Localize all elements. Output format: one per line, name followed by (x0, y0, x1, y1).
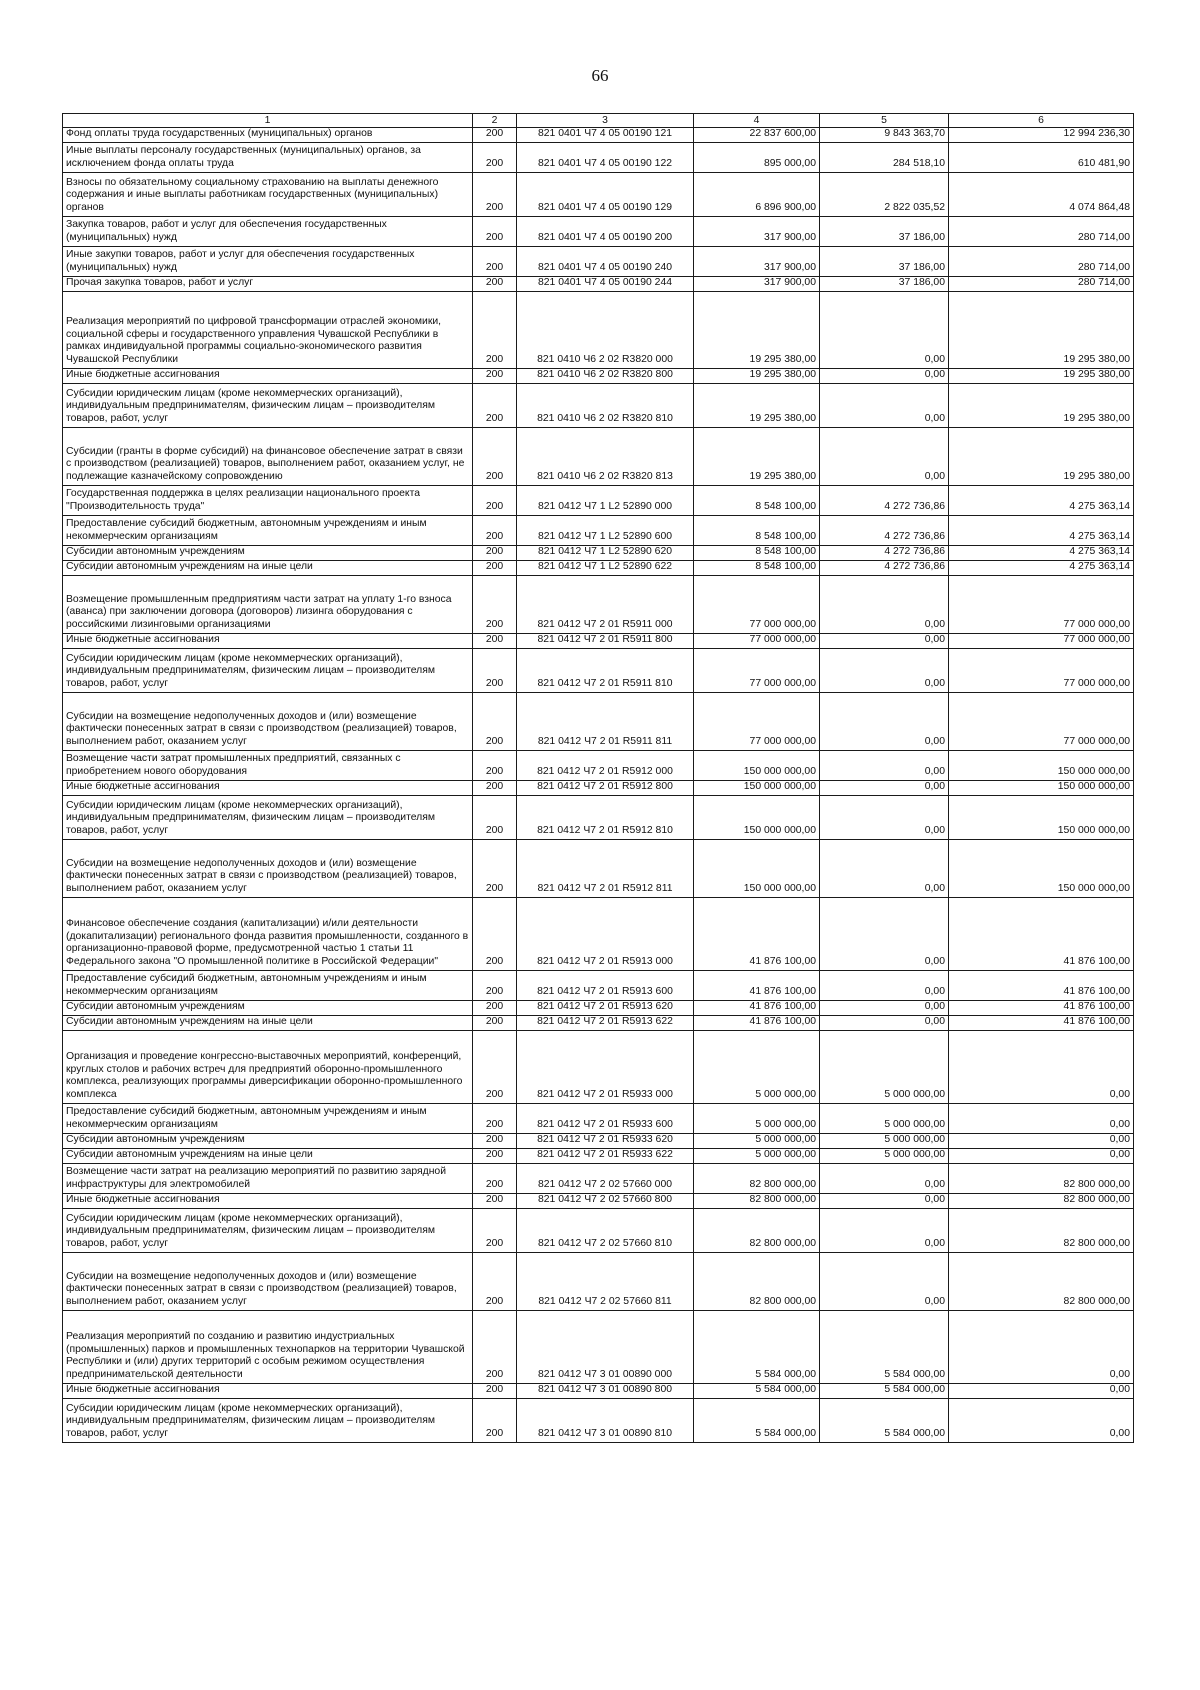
row-budget-code: 821 0412 Ч7 2 01 R5911 800 (517, 633, 694, 648)
row-name: Субсидии (гранты в форме субсидий) на финансовое обеспечение затрат в связи с производством (реализацией) товаров, выполнением работ, оказанием услуг, не подлежащие казначейскому сопровождению (63, 427, 473, 485)
row-executed-amount: 5 584 000,00 (820, 1310, 949, 1383)
row-remaining-amount: 12 994 236,30 (949, 128, 1134, 143)
row-remaining-amount: 41 876 100,00 (949, 897, 1134, 970)
row-name: Предоставление субсидий бюджетным, автономным учреждениям и иным некоммерческим организациям (63, 1103, 473, 1133)
table-row (63, 276, 1134, 291)
row-type-code: 200 (473, 276, 517, 291)
table-row (63, 560, 1134, 575)
table-row (63, 427, 1134, 485)
row-executed-amount: 0,00 (820, 780, 949, 795)
row-type-code: 200 (473, 1163, 517, 1193)
row-executed-amount: 5 584 000,00 (820, 1383, 949, 1398)
row-name: Реализация мероприятий по цифровой трансформации отраслей экономики, социальной сферы и государственного управления Чувашской Республики в рамках индивидуальной программы социально-экономического развития Чувашской Республики (63, 291, 473, 368)
table-row (63, 692, 1134, 750)
row-executed-amount: 0,00 (820, 291, 949, 368)
row-executed-amount: 4 272 736,86 (820, 485, 949, 515)
row-remaining-amount: 0,00 (949, 1383, 1134, 1398)
row-type-code: 200 (473, 216, 517, 246)
table-row (63, 1148, 1134, 1163)
row-approved-amount: 150 000 000,00 (694, 750, 820, 780)
table-row (63, 216, 1134, 246)
table-row (63, 970, 1134, 1000)
row-name: Субсидии юридическим лицам (кроме некоммерческих организаций), индивидуальным предпринимателям, физическим лицам – производителям товаров, работ, услуг (63, 1208, 473, 1252)
row-type-code: 200 (473, 291, 517, 368)
row-budget-code: 821 0412 Ч7 2 01 R5913 000 (517, 897, 694, 970)
row-name: Иные закупки товаров, работ и услуг для обеспечения государственных (муниципальных) нужд (63, 246, 473, 276)
row-name: Субсидии юридическим лицам (кроме некоммерческих организаций), индивидуальным предпринимателям, физическим лицам – производителям товаров, работ, услуг (63, 383, 473, 427)
row-executed-amount: 4 272 736,86 (820, 545, 949, 560)
row-remaining-amount: 150 000 000,00 (949, 839, 1134, 897)
row-approved-amount: 19 295 380,00 (694, 427, 820, 485)
table-row (63, 1133, 1134, 1148)
row-budget-code: 821 0412 Ч7 3 01 00890 810 (517, 1398, 694, 1442)
table-row (63, 142, 1134, 172)
table-row (63, 515, 1134, 545)
row-approved-amount: 77 000 000,00 (694, 633, 820, 648)
row-remaining-amount: 4 275 363,14 (949, 485, 1134, 515)
row-budget-code: 821 0401 Ч7 4 05 00190 200 (517, 216, 694, 246)
row-approved-amount: 19 295 380,00 (694, 291, 820, 368)
row-name: Субсидии автономным учреждениям на иные цели (63, 1015, 473, 1030)
row-type-code: 200 (473, 795, 517, 839)
row-type-code: 200 (473, 1103, 517, 1133)
row-executed-amount: 2 822 035,52 (820, 172, 949, 216)
row-budget-code: 821 0412 Ч7 2 01 R5911 810 (517, 648, 694, 692)
row-approved-amount: 6 896 900,00 (694, 172, 820, 216)
row-name: Субсидии юридическим лицам (кроме некоммерческих организаций), индивидуальным предпринимателям, физическим лицам – производителям товаров, работ, услуг (63, 1398, 473, 1442)
row-type-code: 200 (473, 970, 517, 1000)
row-name: Реализация мероприятий по созданию и развитию индустриальных (промышленных) парков и промышленных технопарков на территории Чувашской Республики и (или) других территорий с особым режимом осуществления предпринимательской деятельности (63, 1310, 473, 1383)
row-remaining-amount: 0,00 (949, 1133, 1134, 1148)
row-type-code: 200 (473, 839, 517, 897)
row-remaining-amount: 0,00 (949, 1103, 1134, 1133)
row-budget-code: 821 0412 Ч7 1 L2 52890 620 (517, 545, 694, 560)
row-executed-amount: 5 584 000,00 (820, 1398, 949, 1442)
row-budget-code: 821 0412 Ч7 3 01 00890 800 (517, 1383, 694, 1398)
row-type-code: 200 (473, 692, 517, 750)
row-approved-amount: 41 876 100,00 (694, 1000, 820, 1015)
row-budget-code: 821 0412 Ч7 2 01 R5913 622 (517, 1015, 694, 1030)
row-budget-code: 821 0410 Ч6 2 02 R3820 810 (517, 383, 694, 427)
row-type-code: 200 (473, 545, 517, 560)
row-approved-amount: 150 000 000,00 (694, 795, 820, 839)
row-name: Субсидии на возмещение недополученных доходов и (или) возмещение фактически понесенных затрат в связи с производством (реализацией) товаров, выполнением работ, оказанием услуг (63, 692, 473, 750)
row-budget-code: 821 0412 Ч7 2 01 R5912 810 (517, 795, 694, 839)
row-name: Организация и проведение конгрессно-выставочных мероприятий, конференций, круглых столов и рабочих встреч для предприятий оборонно-промышленного комплекса, реализующих программы диверсификации оборонно-промышленного комплекса (63, 1030, 473, 1103)
row-type-code: 200 (473, 1015, 517, 1030)
row-type-code: 200 (473, 246, 517, 276)
table-row (63, 1310, 1134, 1383)
row-remaining-amount: 150 000 000,00 (949, 750, 1134, 780)
row-type-code: 200 (473, 1208, 517, 1252)
col-header-5: 5 (820, 114, 949, 128)
row-approved-amount: 8 548 100,00 (694, 485, 820, 515)
row-budget-code: 821 0412 Ч7 2 01 R5911 811 (517, 692, 694, 750)
col-header-2: 2 (473, 114, 517, 128)
row-executed-amount: 4 272 736,86 (820, 560, 949, 575)
row-approved-amount: 82 800 000,00 (694, 1163, 820, 1193)
row-type-code: 200 (473, 560, 517, 575)
table-row (63, 575, 1134, 633)
row-remaining-amount: 610 481,90 (949, 142, 1134, 172)
row-name: Субсидии автономным учреждениям (63, 1000, 473, 1015)
row-budget-code: 821 0412 Ч7 1 L2 52890 622 (517, 560, 694, 575)
table-row (63, 368, 1134, 383)
row-budget-code: 821 0401 Ч7 4 05 00190 121 (517, 128, 694, 143)
row-executed-amount: 0,00 (820, 368, 949, 383)
row-type-code: 200 (473, 1383, 517, 1398)
row-name: Иные выплаты персоналу государственных (муниципальных) органов, за исключением фонда оплаты труда (63, 142, 473, 172)
row-budget-code: 821 0412 Ч7 3 01 00890 000 (517, 1310, 694, 1383)
row-remaining-amount: 0,00 (949, 1030, 1134, 1103)
row-approved-amount: 5 000 000,00 (694, 1030, 820, 1103)
row-remaining-amount: 0,00 (949, 1398, 1134, 1442)
row-budget-code: 821 0410 Ч6 2 02 R3820 000 (517, 291, 694, 368)
table-row (63, 383, 1134, 427)
row-remaining-amount: 4 275 363,14 (949, 545, 1134, 560)
row-name: Субсидии автономным учреждениям (63, 1133, 473, 1148)
row-approved-amount: 5 584 000,00 (694, 1398, 820, 1442)
table-row (63, 128, 1134, 143)
row-type-code: 200 (473, 485, 517, 515)
row-approved-amount: 150 000 000,00 (694, 839, 820, 897)
row-remaining-amount: 41 876 100,00 (949, 970, 1134, 1000)
row-name: Субсидии автономным учреждениям на иные цели (63, 1148, 473, 1163)
row-name: Субсидии юридическим лицам (кроме некоммерческих организаций), индивидуальным предпринимателям, физическим лицам – производителям товаров, работ, услуг (63, 795, 473, 839)
row-type-code: 200 (473, 575, 517, 633)
row-executed-amount: 37 186,00 (820, 246, 949, 276)
row-remaining-amount: 82 800 000,00 (949, 1252, 1134, 1310)
row-approved-amount: 19 295 380,00 (694, 368, 820, 383)
row-budget-code: 821 0412 Ч7 2 01 R5933 622 (517, 1148, 694, 1163)
row-remaining-amount: 41 876 100,00 (949, 1015, 1134, 1030)
row-approved-amount: 8 548 100,00 (694, 560, 820, 575)
row-name: Фонд оплаты труда государственных (муниципальных) органов (63, 128, 473, 143)
row-remaining-amount: 19 295 380,00 (949, 368, 1134, 383)
row-remaining-amount: 0,00 (949, 1148, 1134, 1163)
row-remaining-amount: 280 714,00 (949, 216, 1134, 246)
row-remaining-amount: 77 000 000,00 (949, 648, 1134, 692)
row-remaining-amount: 19 295 380,00 (949, 427, 1134, 485)
row-executed-amount: 0,00 (820, 795, 949, 839)
row-executed-amount: 5 000 000,00 (820, 1148, 949, 1163)
row-executed-amount: 0,00 (820, 839, 949, 897)
row-name: Иные бюджетные ассигнования (63, 368, 473, 383)
row-type-code: 200 (473, 648, 517, 692)
row-name: Возмещение промышленным предприятиям части затрат на уплату 1-го взноса (аванса) при заключении договора (договоров) лизинга оборудования с российскими лизинговыми организациями (63, 575, 473, 633)
table-row (63, 839, 1134, 897)
row-remaining-amount: 4 275 363,14 (949, 515, 1134, 545)
row-executed-amount: 0,00 (820, 897, 949, 970)
row-remaining-amount: 77 000 000,00 (949, 633, 1134, 648)
row-type-code: 200 (473, 750, 517, 780)
row-approved-amount: 82 800 000,00 (694, 1252, 820, 1310)
row-remaining-amount: 82 800 000,00 (949, 1163, 1134, 1193)
row-remaining-amount: 19 295 380,00 (949, 383, 1134, 427)
row-remaining-amount: 82 800 000,00 (949, 1193, 1134, 1208)
row-executed-amount: 0,00 (820, 1015, 949, 1030)
row-executed-amount: 0,00 (820, 1208, 949, 1252)
row-approved-amount: 317 900,00 (694, 216, 820, 246)
table-row (63, 291, 1134, 368)
row-budget-code: 821 0410 Ч6 2 02 R3820 813 (517, 427, 694, 485)
row-approved-amount: 41 876 100,00 (694, 897, 820, 970)
row-approved-amount: 317 900,00 (694, 246, 820, 276)
table-row (63, 1398, 1134, 1442)
row-executed-amount: 5 000 000,00 (820, 1103, 949, 1133)
row-remaining-amount: 4 275 363,14 (949, 560, 1134, 575)
row-type-code: 200 (473, 780, 517, 795)
row-type-code: 200 (473, 1398, 517, 1442)
table-row (63, 633, 1134, 648)
row-budget-code: 821 0412 Ч7 2 02 57660 000 (517, 1163, 694, 1193)
row-budget-code: 821 0412 Ч7 1 L2 52890 000 (517, 485, 694, 515)
row-name: Субсидии на возмещение недополученных доходов и (или) возмещение фактически понесенных затрат в связи с производством (реализацией) товаров, выполнением работ, оказанием услуг (63, 839, 473, 897)
row-budget-code: 821 0412 Ч7 2 01 R5913 600 (517, 970, 694, 1000)
row-type-code: 200 (473, 383, 517, 427)
row-type-code: 200 (473, 1030, 517, 1103)
row-type-code: 200 (473, 515, 517, 545)
row-approved-amount: 5 000 000,00 (694, 1148, 820, 1163)
row-type-code: 200 (473, 172, 517, 216)
col-header-1: 1 (63, 114, 473, 128)
row-executed-amount: 0,00 (820, 633, 949, 648)
page-number: 66 (591, 66, 609, 85)
table-row (63, 246, 1134, 276)
table-row (63, 1383, 1134, 1398)
table-row (63, 172, 1134, 216)
row-approved-amount: 77 000 000,00 (694, 575, 820, 633)
row-budget-code: 821 0401 Ч7 4 05 00190 244 (517, 276, 694, 291)
row-remaining-amount: 280 714,00 (949, 276, 1134, 291)
row-executed-amount: 5 000 000,00 (820, 1030, 949, 1103)
row-remaining-amount: 77 000 000,00 (949, 575, 1134, 633)
row-name: Субсидии на возмещение недополученных доходов и (или) возмещение фактически понесенных затрат в связи с производством (реализацией) товаров, выполнением работ, оказанием услуг (63, 1252, 473, 1310)
row-budget-code: 821 0412 Ч7 2 01 R5933 620 (517, 1133, 694, 1148)
table-row (63, 485, 1134, 515)
row-executed-amount: 0,00 (820, 970, 949, 1000)
row-name: Иные бюджетные ассигнования (63, 633, 473, 648)
row-executed-amount: 0,00 (820, 648, 949, 692)
row-approved-amount: 150 000 000,00 (694, 780, 820, 795)
row-budget-code: 821 0412 Ч7 2 01 R5933 600 (517, 1103, 694, 1133)
row-name: Иные бюджетные ассигнования (63, 1383, 473, 1398)
row-name: Взносы по обязательному социальному страхованию на выплаты денежного содержания и иные выплаты работникам государственных (муниципальных) органов (63, 172, 473, 216)
header-row (63, 114, 1134, 128)
table-row (63, 1030, 1134, 1103)
col-header-4: 4 (694, 114, 820, 128)
row-remaining-amount: 0,00 (949, 1310, 1134, 1383)
row-name: Закупка товаров, работ и услуг для обеспечения государственных (муниципальных) нужд (63, 216, 473, 246)
row-remaining-amount: 41 876 100,00 (949, 1000, 1134, 1015)
table-row (63, 648, 1134, 692)
row-budget-code: 821 0412 Ч7 2 01 R5911 000 (517, 575, 694, 633)
row-name: Финансовое обеспечение создания (капитализации) и/или деятельности (докапитализации) регионального фонда развития промышленности, созданного в организационно-правовой форме, предусмотренной частью 1 статьи 11 Федерального закона "О промышленной политике в Российской Федерации" (63, 897, 473, 970)
row-remaining-amount: 280 714,00 (949, 246, 1134, 276)
row-executed-amount: 0,00 (820, 383, 949, 427)
row-executed-amount: 0,00 (820, 750, 949, 780)
row-name: Субсидии юридическим лицам (кроме некоммерческих организаций), индивидуальным предпринимателям, физическим лицам – производителям товаров, работ, услуг (63, 648, 473, 692)
row-name: Возмещение части затрат на реализацию мероприятий по развитию зарядной инфраструктуры для электромобилей (63, 1163, 473, 1193)
row-executed-amount: 0,00 (820, 427, 949, 485)
row-type-code: 200 (473, 633, 517, 648)
row-remaining-amount: 19 295 380,00 (949, 291, 1134, 368)
row-type-code: 200 (473, 897, 517, 970)
row-approved-amount: 19 295 380,00 (694, 383, 820, 427)
row-type-code: 200 (473, 368, 517, 383)
row-budget-code: 821 0401 Ч7 4 05 00190 129 (517, 172, 694, 216)
row-approved-amount: 317 900,00 (694, 276, 820, 291)
table-row (63, 780, 1134, 795)
table-row (63, 1015, 1134, 1030)
table-row (63, 1103, 1134, 1133)
row-executed-amount: 9 843 363,70 (820, 128, 949, 143)
row-type-code: 200 (473, 1252, 517, 1310)
row-name: Субсидии автономным учреждениям (63, 545, 473, 560)
row-approved-amount: 5 584 000,00 (694, 1310, 820, 1383)
table-row (63, 1000, 1134, 1015)
col-header-6: 6 (949, 114, 1134, 128)
row-executed-amount: 0,00 (820, 575, 949, 633)
row-type-code: 200 (473, 1148, 517, 1163)
row-budget-code: 821 0412 Ч7 2 01 R5933 000 (517, 1030, 694, 1103)
row-remaining-amount: 150 000 000,00 (949, 795, 1134, 839)
row-type-code: 200 (473, 142, 517, 172)
row-name: Государственная поддержка в целях реализации национального проекта "Производительность труда" (63, 485, 473, 515)
row-approved-amount: 895 000,00 (694, 142, 820, 172)
table-row (63, 1163, 1134, 1193)
row-type-code: 200 (473, 1310, 517, 1383)
table-row (63, 897, 1134, 970)
row-budget-code: 821 0410 Ч6 2 02 R3820 800 (517, 368, 694, 383)
row-budget-code: 821 0412 Ч7 2 02 57660 811 (517, 1252, 694, 1310)
row-executed-amount: 0,00 (820, 692, 949, 750)
row-name: Субсидии автономным учреждениям на иные цели (63, 560, 473, 575)
row-approved-amount: 5 000 000,00 (694, 1133, 820, 1148)
row-name: Прочая закупка товаров, работ и услуг (63, 276, 473, 291)
table-row (63, 795, 1134, 839)
row-name: Возмещение части затрат промышленных предприятий, связанных с приобретением нового оборудования (63, 750, 473, 780)
row-executed-amount: 37 186,00 (820, 216, 949, 246)
row-type-code: 200 (473, 427, 517, 485)
row-approved-amount: 22 837 600,00 (694, 128, 820, 143)
row-type-code: 200 (473, 1000, 517, 1015)
row-budget-code: 821 0412 Ч7 2 02 57660 810 (517, 1208, 694, 1252)
table-row (63, 750, 1134, 780)
row-executed-amount: 4 272 736,86 (820, 515, 949, 545)
row-executed-amount: 0,00 (820, 1193, 949, 1208)
row-approved-amount: 82 800 000,00 (694, 1193, 820, 1208)
row-executed-amount: 284 518,10 (820, 142, 949, 172)
row-name: Иные бюджетные ассигнования (63, 780, 473, 795)
col-header-3: 3 (517, 114, 694, 128)
row-approved-amount: 77 000 000,00 (694, 648, 820, 692)
row-executed-amount: 0,00 (820, 1000, 949, 1015)
row-approved-amount: 41 876 100,00 (694, 970, 820, 1000)
row-type-code: 200 (473, 1133, 517, 1148)
row-approved-amount: 8 548 100,00 (694, 545, 820, 560)
row-budget-code: 821 0401 Ч7 4 05 00190 240 (517, 246, 694, 276)
row-budget-code: 821 0412 Ч7 2 01 R5912 811 (517, 839, 694, 897)
row-approved-amount: 82 800 000,00 (694, 1208, 820, 1252)
budget-execution-table (62, 113, 1134, 1443)
row-budget-code: 821 0412 Ч7 2 01 R5912 800 (517, 780, 694, 795)
row-name: Иные бюджетные ассигнования (63, 1193, 473, 1208)
row-executed-amount: 5 000 000,00 (820, 1133, 949, 1148)
row-type-code: 200 (473, 1193, 517, 1208)
table-row (63, 1208, 1134, 1252)
row-budget-code: 821 0412 Ч7 1 L2 52890 600 (517, 515, 694, 545)
row-remaining-amount: 82 800 000,00 (949, 1208, 1134, 1252)
row-name: Предоставление субсидий бюджетным, автономным учреждениям и иным некоммерческим организациям (63, 970, 473, 1000)
row-executed-amount: 37 186,00 (820, 276, 949, 291)
table-row (63, 1252, 1134, 1310)
row-executed-amount: 0,00 (820, 1252, 949, 1310)
row-budget-code: 821 0412 Ч7 2 01 R5912 000 (517, 750, 694, 780)
row-approved-amount: 41 876 100,00 (694, 1015, 820, 1030)
row-approved-amount: 5 584 000,00 (694, 1383, 820, 1398)
row-budget-code: 821 0412 Ч7 2 01 R5913 620 (517, 1000, 694, 1015)
table-body (63, 128, 1134, 1443)
row-remaining-amount: 150 000 000,00 (949, 780, 1134, 795)
row-type-code: 200 (473, 128, 517, 143)
row-approved-amount: 77 000 000,00 (694, 692, 820, 750)
row-executed-amount: 0,00 (820, 1163, 949, 1193)
row-approved-amount: 5 000 000,00 (694, 1103, 820, 1133)
row-budget-code: 821 0401 Ч7 4 05 00190 122 (517, 142, 694, 172)
row-budget-code: 821 0412 Ч7 2 02 57660 800 (517, 1193, 694, 1208)
table-row (63, 1193, 1134, 1208)
row-remaining-amount: 4 074 864,48 (949, 172, 1134, 216)
table-row (63, 545, 1134, 560)
row-approved-amount: 8 548 100,00 (694, 515, 820, 545)
row-remaining-amount: 77 000 000,00 (949, 692, 1134, 750)
row-name: Предоставление субсидий бюджетным, автономным учреждениям и иным некоммерческим организациям (63, 515, 473, 545)
